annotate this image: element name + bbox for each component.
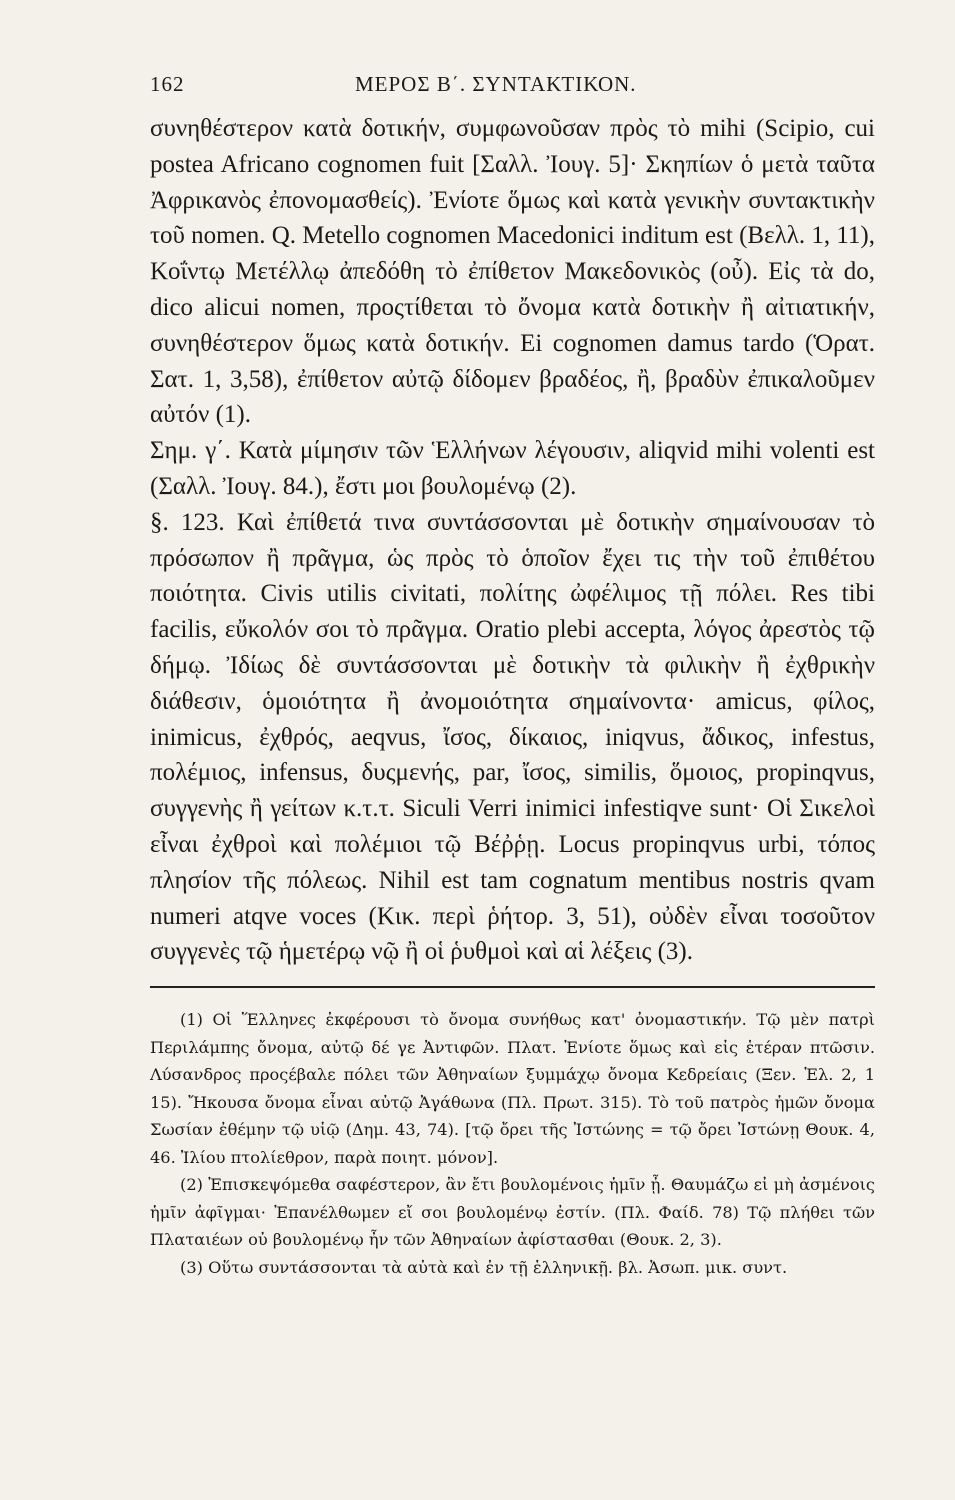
footnote-1: (1) Οἱ Ἕλληνες ἐκφέρουσι τὸ ὄνομα συνήθως κατ' ὀνομαστικήν. Τῷ μὲν πατρὶ Περιλάμπης ὄνομα, αὐτῷ δέ γε Ἀντιφῶν. Πλατ. Ἐνίοτε ὅμως καὶ εἰς ἑτέραν πτῶσιν. Λύσανδρος προςέβαλε πόλει τῶν Ἀθηναίων ξυμμάχῳ ὄνομα Κεδρείαις (Ξεν. Ἑλ. 2, 1 15). Ἤκουσα ὄνομα εἶναι αὐτῷ Ἀγάθωνα (Πλ. Πρωτ. 315). Τὸ τοῦ πατρὸς ἡμῶν ὄνομα Σωσίαν ἐθέμην τῷ υἱῷ (Δημ. 43, 74). [τῷ ὄρει τῆς Ἰστώνης = τῷ ὄρει Ἰστώνῃ Θουκ. 4, 46. Ἰλίου πτολίεθρον, παρὰ ποιητ. μόνον].: [150, 1010, 875, 1167]
main-text: [150, 111, 875, 970]
footnote-3: (3) Οὕτω συντάσσονται τὰ αὐτὰ καὶ ἐν τῇ ἑλληνικῇ. βλ. Ἀσωπ. μικ. συντ.: [180, 1257, 788, 1277]
footnotes: [150, 1006, 875, 1281]
running-title: ΜΕΡΟΣ Β΄. ΣΥΝΤΑΚΤΙΚΟΝ.: [355, 72, 637, 96]
page-number: 162: [150, 72, 185, 96]
footnote-divider: [150, 986, 875, 988]
footnote-2: (2) Ἐπισκεψόμεθα σαφέστερον, ἂν ἔτι βουλομένοις ἡμῖν ᾖ. Θαυμάζω εἰ μὴ ἀσμένοις ἡμῖν ἀφῖγμαι· Ἐπανέλθωμεν εἴ σοι βουλομένῳ ἐστίν. (Πλ. Φαίδ. 78) Τῷ πλήθει τῶν Πλαταιέων οὐ βουλομένῳ ἦν τῶν Ἀθηναίων ἀφίστασθαι (Θουκ. 2, 3).: [150, 1175, 875, 1250]
paragraph-remark: Σημ. γ΄. Κατὰ μίμησιν τῶν Ἑλλήνων λέγουσιν, aliqvid mihi volenti est (Σαλλ. Ἰουγ. 84.), ἔστι μοι βουλομένῳ (2).: [150, 437, 875, 500]
paragraph-section-123: §. 123. Καὶ ἐπίθετά τινα συντάσσονται μὲ δοτικὴν σημαίνουσαν τὸ πρόσωπον ἢ πρᾶγμα, ὡς πρὸς τὸ ὁποῖον ἔχει τις τὴν τοῦ ἐπιθέτου ποιότητα. Civis utilis civitati, πολίτης ὠφέλιμος τῇ πόλει. Res tibi facilis, εὔκολόν σοι τὸ πρᾶγμα. Oratio plebi accepta, λόγος ἀρεστὸς τῷ δήμῳ. Ἰδίως δὲ συντάσσονται μὲ δοτικὴν τὰ φιλικὴν ἢ ἐχθρικὴν διάθεσιν, ὁμοιότητα ἢ ἀνομοιότητα σημαίνοντα· amicus, φίλος, inimicus, ἐχθρός, aeqvus, ἴσος, δίκαιος, iniqvus, ἄδικος, infestus, πολέμιος, infensus, δυςμενής, par, ἴσος, similis, ὅμοιος, propinqvus, συγγενὴς ἢ γείτων κ.τ.τ. Siculi Verri inimici infestiqve sunt· Οἱ Σικελοὶ εἶναι ἐχθροὶ καὶ πολέμιοι τῷ Βέῤῥῃ. Locus propinqvus urbi, τόπος πλησίον τῆς πόλεως. Nihil est tam cognatum mentibus nostris qvam numeri atqve voces (Κικ. περὶ ῥήτορ. 3, 51), οὐδὲν εἶναι τοσοῦτον συγγενὲς τῷ ἡμετέρῳ νῷ ἢ οἱ ῥυθμοὶ καὶ αἱ λέξεις (3).: [150, 508, 875, 966]
running-header: [150, 72, 875, 97]
paragraph-continuation: συνηθέστερον κατὰ δοτικήν, συμφωνοῦσαν πρὸς τὸ mihi (Scipio, cui postea Africano cognomen fuit [Σαλλ. Ἰουγ. 5]· Σκηπίων ὁ μετὰ ταῦτα Ἀφρικανὸς ἐπονομασθείς). Ἐνίοτε ὅμως καὶ κατὰ γενικὴν συντακτικὴν τοῦ nomen. Q. Metello cognomen Macedonici inditum est (Βελλ. 1, 11), Κοΐντῳ Μετέλλῳ ἀπεδόθη τὸ ἐπίθετον Μακεδονικὸς (οὖ). Εἰς τὰ do, dico alicui nomen, προςτίθεται τὸ ὄνομα κατὰ δοτικὴν ἢ αἰτιατικήν, συνηθέστερον ὅμως κατὰ δοτικήν. Ei cognomen damus tardo (Ὁρατ. Σατ. 1, 3,58), ἐπίθετον αὐτῷ δίδομεν βραδέος, ἢ, βραδὺν ἐπικαλοῦμεν αὐτόν (1).: [150, 115, 875, 429]
